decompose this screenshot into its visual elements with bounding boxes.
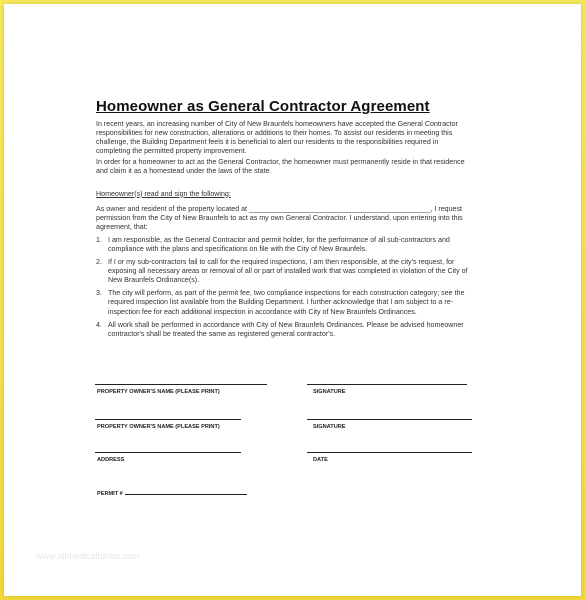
list-item-number: 1. <box>96 235 102 244</box>
list-item-text: All work shall be performed in accordance with City of New Braunfels Ordinances. Please be advised homeowner contractor's shall be treated the same as registered general contractor's. <box>108 320 464 338</box>
owner-statement: As owner and resident of the property located at ______________________________________________, I request permission from the City of New Braunfels to act as my own General Contractor. I understand, upon entering into this agreement, that: <box>96 204 463 231</box>
list-item-number: 2. <box>96 258 102 267</box>
permit-line[interactable] <box>125 489 247 495</box>
address-line[interactable] <box>95 452 241 453</box>
signature-line-2[interactable] <box>307 419 472 420</box>
list-item <box>96 258 468 285</box>
list-item-text: The city will perform, as part of the permit fee, two compliance inspections for each construction category; see the required inspection list available from the Building Department. I further acknowledge that I am subject to a re-inspection fee for each additional inspection in accordance with City of New Braunfels Ordinances. <box>108 289 465 316</box>
date-line[interactable] <box>307 452 472 453</box>
permit-field <box>97 489 247 497</box>
owner-name-label-2: PROPERTY OWNER'S NAME (PLEASE PRINT) <box>97 424 220 430</box>
date-label: DATE <box>313 457 328 463</box>
owner-name-line-1[interactable] <box>95 384 267 385</box>
watermark: www.allmedicalforms.com <box>36 551 140 561</box>
document-body <box>96 98 468 343</box>
permit-label: PERMIT # <box>97 491 123 497</box>
owner-name-line-2[interactable] <box>95 419 241 420</box>
list-item-text: If I or my sub-contractors fail to call for the required inspections, I am then responsible, at the city's request, for exposing all necessary areas or removal of all or part of installed work that was completed in violation of the City of New Braunfels Ordinance(s). <box>108 258 468 285</box>
owner-name-label-1: PROPERTY OWNER'S NAME (PLEASE PRINT) <box>97 389 220 395</box>
list-item-number: 4. <box>96 320 102 329</box>
document-title: Homeowner as General Contractor Agreement <box>96 98 430 115</box>
intro-paragraph-2: In order for a homeowner to act as the General Contractor, the homeowner must permanently reside in that residence and claim it as a homestead under the laws of the state. <box>96 158 465 176</box>
intro-paragraph-1: In recent years, an increasing number of City of New Braunfels homeowners have accepted the General Contractor responsibilities for new construction, alterations or additions to their homes. To assist our residents in meeting this challenge, the Building Department feels it is beneficial to alert our residents to the responsibilities required in completing the permitted property improvement. <box>96 120 458 156</box>
list-item-number: 3. <box>96 289 102 298</box>
list-item <box>96 236 468 254</box>
list-item <box>96 321 468 339</box>
signature-label-2: SIGNATURE <box>313 424 346 430</box>
section-heading: Homeowner(s) read and sign the following: <box>96 189 231 198</box>
address-label: ADDRESS <box>97 457 125 463</box>
list-item <box>96 289 468 316</box>
signature-line-1[interactable] <box>307 384 467 385</box>
conditions-list <box>96 236 468 339</box>
list-item-text: I am responsible, as the General Contractor and permit holder, for the performance of all sub-contractors and compliance with the plans and specifications on file with the City of New Braunfels. <box>108 235 450 253</box>
signature-label-1: SIGNATURE <box>313 389 346 395</box>
